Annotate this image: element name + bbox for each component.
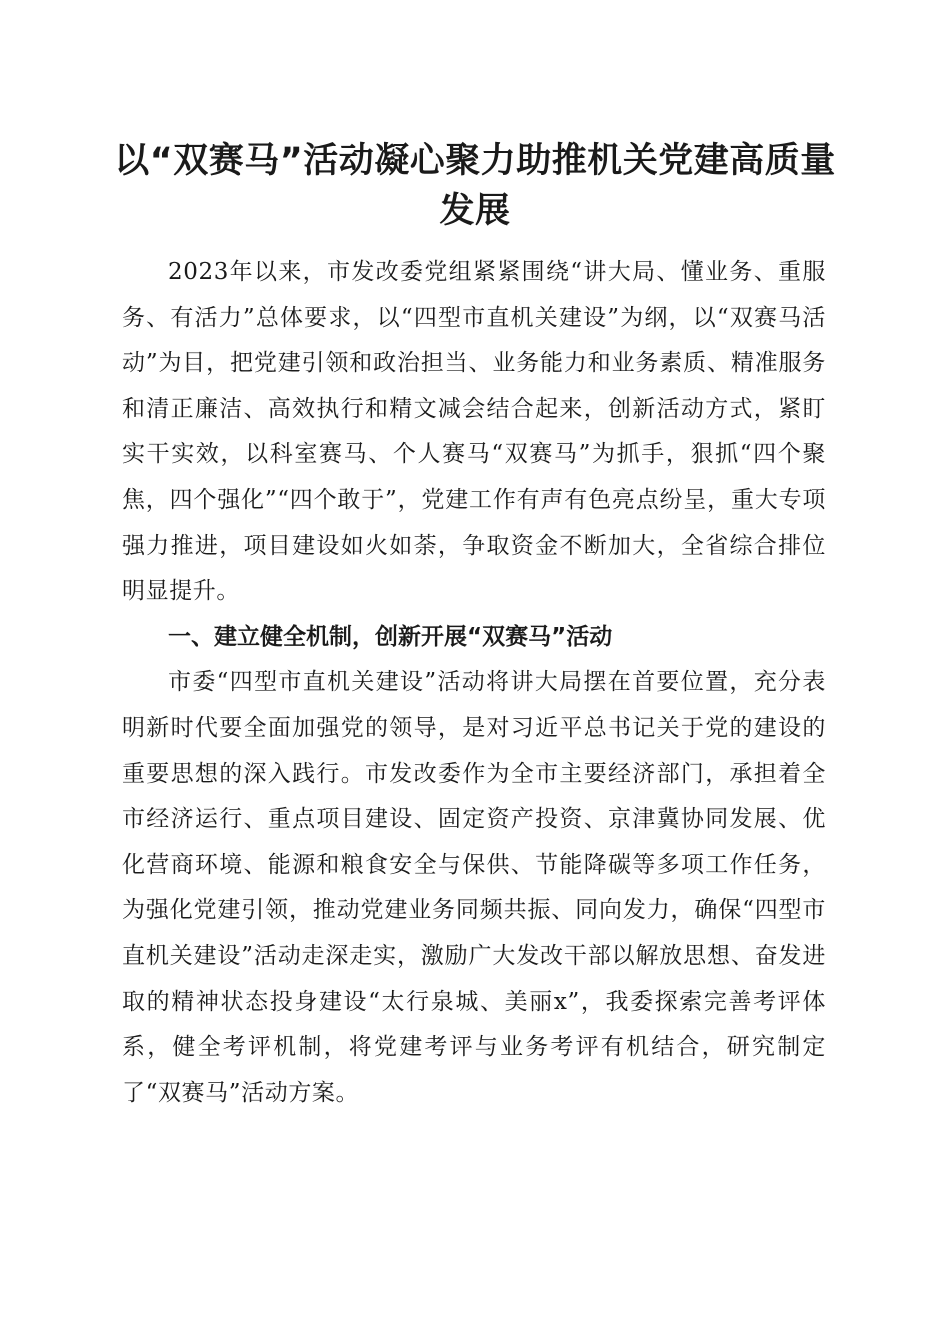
- section-heading: 一、建立健全机制，创新开展“双赛马”活动: [168, 623, 613, 650]
- intro-paragraph: 2023年以来，市发改委党组紧紧围绕“讲大局、懂业务、重服务、有活力”总体要求，以“四型市直机关建设”为纲，以“双赛马活动”为目，把党建引领和政治担当、业务能力和业务素质、精准服务和清正廉洁、高效执行和精文减会结合起来，创新活动方式，紧盯实干实效，以科室赛马、个人赛马“双赛马”为抓手，狠抓“四个聚焦，四个强化”“四个敢于”，党建工作有声有色亮点纷呈，重大专项强力推进，项目建设如火如荼，争取资金不断加大，全省综合排位明显提升。: [122, 259, 826, 605]
- section-paragraph: 市委“四型市直机关建设”活动将讲大局摆在首要位置，充分表明新时代要全面加强党的领导，是对习近平总书记关于党的建设的重要思想的深入践行。市发改委作为全市主要经济部门，承担着全市经济运行、重点项目建设、固定资产投资、京津冀协同发展、优化营商环境、能源和粮食安全与保供、节能降碳等多项工作任务，为强化党建引领，推动党建业务同频共振、同向发力，确保“四型市直机关建设”活动走深走实，激励广大发改干部以解放思想、奋发进取的精神状态投身建设“太行泉城、美丽x”，我委探索完善考评体系，健全考评机制，将党建考评与业务考评有机结合，研究制定了“双赛马”活动方案。: [122, 669, 826, 1106]
- document-title: 以“双赛马”活动凝心聚力助推机关党建高质量发展: [114, 141, 836, 231]
- document-body: [122, 250, 826, 1116]
